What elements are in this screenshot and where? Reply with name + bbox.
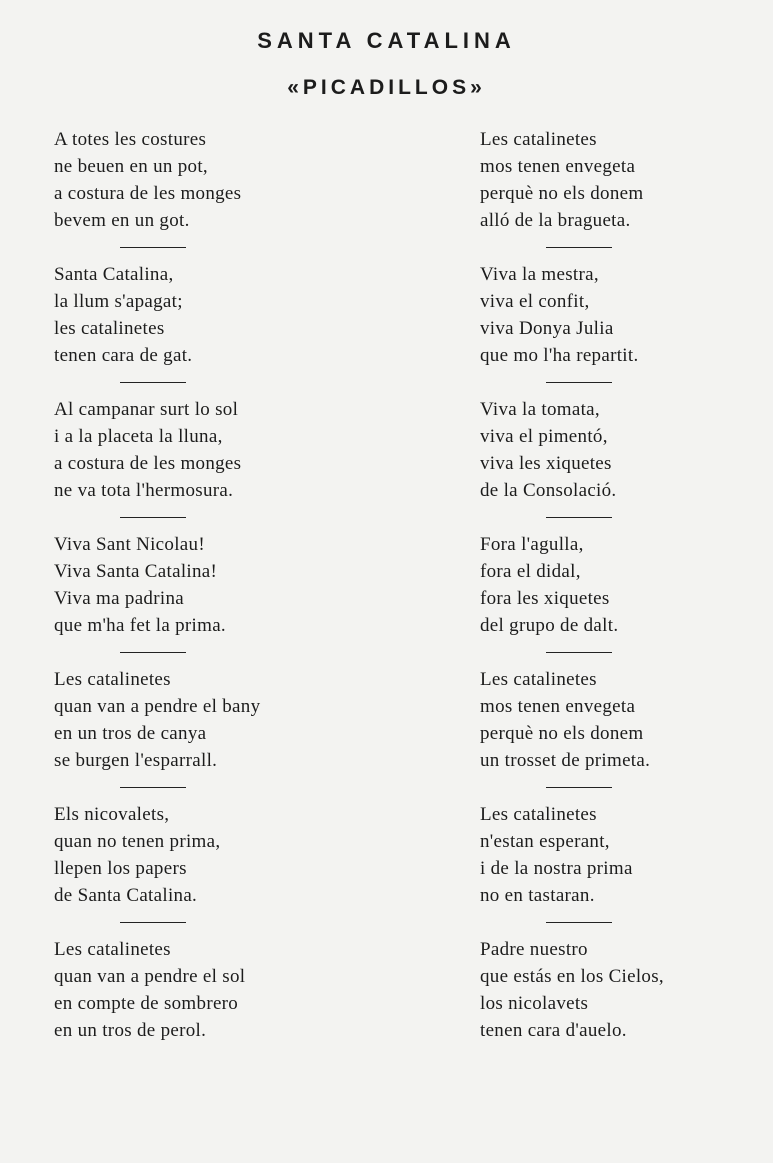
stanza: [54, 936, 394, 1044]
verse-line: bevem en un got.: [54, 210, 190, 231]
verse-line: Les catalinetes: [480, 129, 597, 150]
verse-line: se burgen l'esparrall.: [54, 750, 218, 771]
stanza: [54, 396, 394, 504]
verse-line: en compte de sombrero: [54, 993, 239, 1014]
verse-line: de Santa Catalina.: [54, 885, 198, 906]
stanza-divider: [546, 787, 612, 788]
stanza-divider: [546, 382, 612, 383]
stanza-divider: [120, 382, 186, 383]
verse-line: quan van a pendre el sol: [54, 966, 246, 987]
verse-line: Fora l'agulla,: [480, 534, 584, 555]
verse-line: i de la nostra prima: [480, 858, 633, 879]
verse-line: Santa Catalina,: [54, 264, 174, 285]
verse-line: fora les xiquetes: [480, 588, 610, 609]
page-subtitle: «PICADILLOS»: [287, 76, 486, 99]
verse-line: la llum s'apagat;: [54, 291, 183, 312]
verse-line: les catalinetes: [54, 318, 165, 339]
verse-line: a costura de les monges: [54, 453, 242, 474]
verse-line: mos tenen envegeta: [480, 696, 636, 717]
stanza: [54, 666, 394, 774]
verse-line: viva el confit,: [480, 291, 590, 312]
stanza: [54, 801, 394, 909]
verse-line: viva les xiquetes: [480, 453, 612, 474]
stanza-divider: [120, 517, 186, 518]
verse-line: que m'ha fet la prima.: [54, 615, 226, 636]
stanza-divider: [546, 652, 612, 653]
stanza-divider: [546, 922, 612, 923]
stanza-divider: [546, 247, 612, 248]
verse-line: quan no tenen prima,: [54, 831, 221, 852]
left-column: [54, 126, 394, 1044]
verse-line: Les catalinetes: [480, 669, 597, 690]
stanza: [54, 126, 394, 234]
verse-line: Les catalinetes: [54, 939, 171, 960]
stanza: [480, 531, 773, 639]
verse-line: del grupo de dalt.: [480, 615, 619, 636]
stanza-divider: [120, 247, 186, 248]
verse-line: tenen cara d'auelo.: [480, 1020, 627, 1041]
verse-line: Les catalinetes: [54, 669, 171, 690]
right-column: [480, 126, 773, 1044]
verse-line: Les catalinetes: [480, 804, 597, 825]
verse-line: Al campanar surt lo sol: [54, 399, 239, 420]
stanza-divider: [546, 517, 612, 518]
verse-line: Viva la tomata,: [480, 399, 600, 420]
stanza: [480, 936, 773, 1044]
page-title: SANTA CATALINA: [257, 28, 516, 53]
verse-line: Padre nuestro: [480, 939, 588, 960]
verse-line: Viva ma padrina: [54, 588, 184, 609]
verse-line: en un tros de perol.: [54, 1020, 207, 1041]
stanza-divider: [120, 787, 186, 788]
verse-line: un trosset de primeta.: [480, 750, 651, 771]
verse-line: que mo l'ha repartit.: [480, 345, 639, 366]
verse-line: mos tenen envegeta: [480, 156, 636, 177]
verse-line: de la Consolació.: [480, 480, 617, 501]
verse-line: a costura de les monges: [54, 183, 242, 204]
stanza: [54, 261, 394, 369]
verse-line: alló de la bragueta.: [480, 210, 631, 231]
verse-line: Els nicovalets,: [54, 804, 170, 825]
verse-line: perquè no els donem: [480, 183, 644, 204]
stanza-divider: [120, 922, 186, 923]
verse-line: Viva Sant Nicolau!: [54, 534, 205, 555]
verse-line: que estás en los Cielos,: [480, 966, 664, 987]
verse-line: viva el pimentó,: [480, 426, 608, 447]
verse-line: tenen cara de gat.: [54, 345, 193, 366]
verse-line: i a la placeta la lluna,: [54, 426, 223, 447]
stanza: [480, 396, 773, 504]
stanza: [54, 531, 394, 639]
verse-line: quan van a pendre el bany: [54, 696, 261, 717]
verse-line: A totes les costures: [54, 129, 207, 150]
verse-line: no en tastaran.: [480, 885, 595, 906]
verse-line: n'estan esperant,: [480, 831, 610, 852]
verse-line: en un tros de canya: [54, 723, 207, 744]
verse-line: los nicolavets: [480, 993, 589, 1014]
verse-line: fora el didal,: [480, 561, 581, 582]
verse-line: Viva Santa Catalina!: [54, 561, 218, 582]
verse-line: viva Donya Julia: [480, 318, 614, 339]
stanza: [480, 126, 773, 234]
verse-line: ne va tota l'hermosura.: [54, 480, 234, 501]
verse-line: llepen los papers: [54, 858, 187, 879]
verse-line: perquè no els donem: [480, 723, 644, 744]
stanza: [480, 666, 773, 774]
verse-line: ne beuen en un pot,: [54, 156, 208, 177]
stanza: [480, 261, 773, 369]
stanza-divider: [120, 652, 186, 653]
stanza: [480, 801, 773, 909]
verse-line: Viva la mestra,: [480, 264, 599, 285]
